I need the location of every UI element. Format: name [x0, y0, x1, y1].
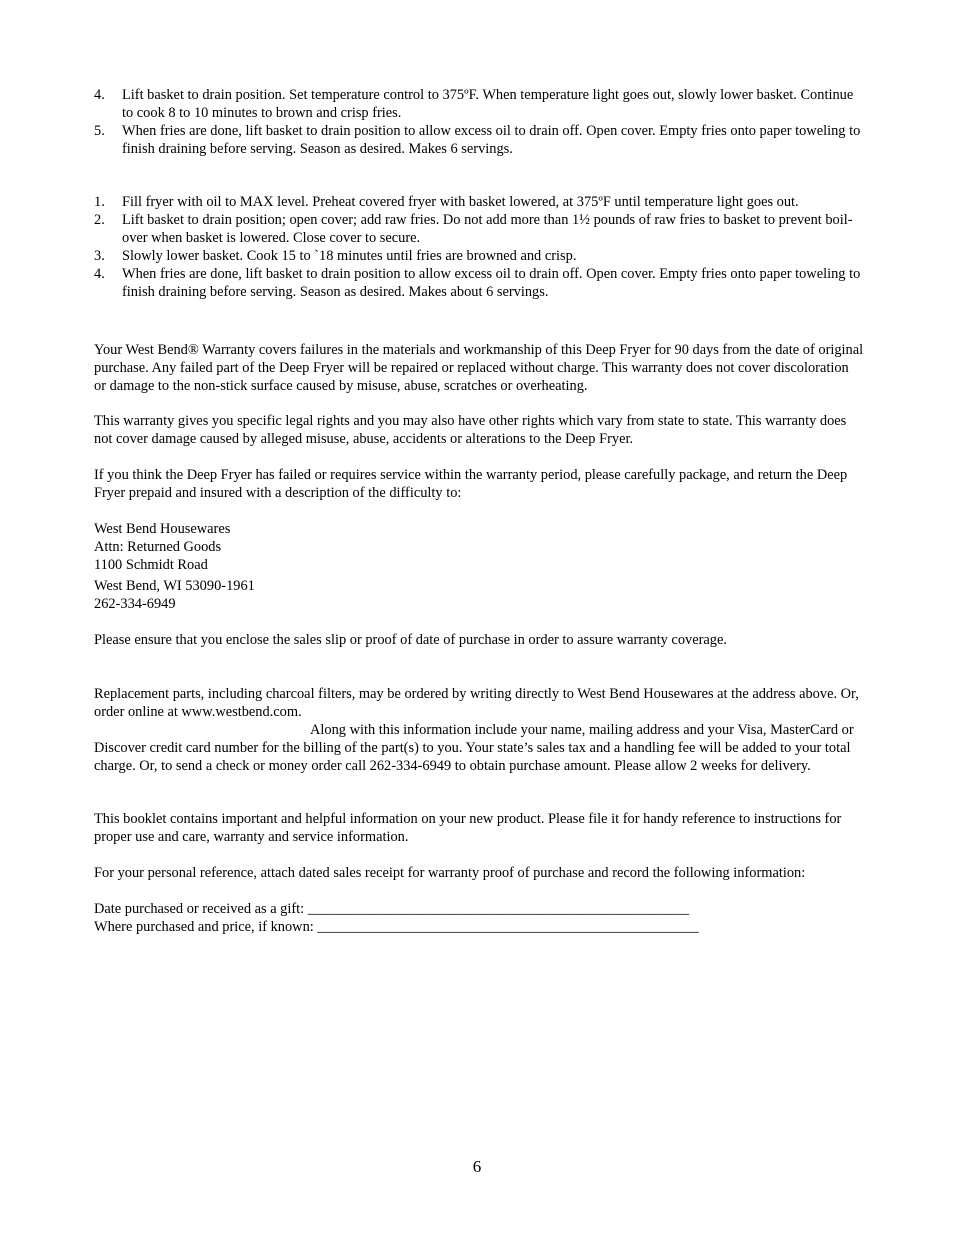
where-purchased-line: Where purchased and price, if known: _____________________________________________________	[94, 919, 699, 935]
address-street: 1100 Schmidt Road	[94, 557, 208, 573]
list-item	[94, 122, 864, 158]
booklet-info-paragraph: This booklet contains important and helpful information on your new product. Please file it for handy reference to instructions for proper use and care, warranty and service information.	[94, 811, 842, 845]
replacement-parts-paragraph	[94, 685, 864, 775]
list-item-number: 4.	[94, 87, 105, 103]
list-item-number: 2.	[94, 212, 105, 228]
list-item	[94, 193, 864, 211]
list-item-text: Lift basket to drain position. Set temperature control to 375ºF. When temperature light goes out, slowly lower basket. Continue to cook 8 to 10 minutes to brown and crisp fries.	[122, 87, 854, 121]
page-number: 6	[472, 1157, 482, 1176]
warranty-coverage-paragraph: Your West Bend® Warranty covers failures in the materials and workmanship of this Deep Fryer for 90 days from the date of original purchase. Any failed part of the Deep Fryer will be repaired or replaced without charge. This warranty does not cover discoloration or damage to the non-stick surface caused by misuse, abuse, scratches or overheating.	[94, 342, 864, 394]
list-item-number: 4.	[94, 266, 105, 282]
list-item	[94, 211, 864, 247]
list-item-text: Slowly lower basket. Cook 15 to `18 minutes until fries are browned and crisp.	[122, 248, 577, 264]
list-item-text: Fill fryer with oil to MAX level. Preheat covered fryer with basket lowered, at 375ºF until temperature light goes out.	[122, 194, 799, 210]
list-item-number: 5.	[94, 123, 105, 139]
personal-reference-paragraph: For your personal reference, attach dated sales receipt for warranty proof of purchase and record the following information:	[94, 865, 806, 881]
list-item-number: 3.	[94, 248, 105, 264]
address-phone: 262-334-6949	[94, 596, 176, 612]
date-purchased-line: Date purchased or received as a gift: _____________________________________________________	[94, 901, 690, 917]
list-item	[94, 86, 864, 122]
list-item	[94, 247, 864, 265]
warranty-return-paragraph: If you think the Deep Fryer has failed or requires service within the warranty period, please carefully package, and return the Deep Fryer prepaid and insured with a description of the difficulty to:	[94, 467, 848, 501]
warranty-rights-paragraph: This warranty gives you specific legal rights and you may also have other rights which vary from state to state. This warranty does not cover damage caused by alleged misuse, abuse, accidents or alterations to the Deep Fryer.	[94, 413, 847, 447]
fries-instructions-list-continued	[94, 86, 864, 158]
address-company: West Bend Housewares	[94, 521, 231, 537]
address-city-state-zip: West Bend, WI 53090-1961	[94, 578, 255, 594]
return-address	[94, 520, 864, 613]
replacement-parts-ordering-content: Along with this information include your name, mailing address and your Visa, MasterCard or Discover credit card number for the billing of the part(s) to you. Your state’s sales tax and a handling fee will be added to your total charge. Or, to send a check or money order call 262-334-6949 to obtain purchase amount. Please allow 2 weeks for delivery.	[94, 722, 854, 774]
list-item-text: When fries are done, lift basket to drain position to allow excess oil to drain off. Open cover. Empty fries onto paper toweling to finish draining before serving. Season as desired. Makes about 6 servings.	[122, 266, 861, 300]
replacement-parts-text: Replacement parts, including charcoal filters, may be ordered by writing directly to West Bend Housewares at the address above. Or, order online at www.westbend.com.	[94, 686, 859, 720]
list-item-number: 1.	[94, 194, 105, 210]
list-item	[94, 265, 864, 301]
list-item-text: Lift basket to drain position; open cover; add raw fries. Do not add more than 1½ pounds of raw fries to basket to prevent boil-over when basket is lowered. Close cover to secure.	[122, 212, 853, 246]
address-attention: Attn: Returned Goods	[94, 539, 222, 555]
warranty-proof-paragraph: Please ensure that you enclose the sales slip or proof of date of purchase in order to assure warranty coverage.	[94, 632, 727, 648]
replacement-parts-ordering-text	[94, 721, 864, 775]
frozen-fries-instructions-list	[94, 193, 864, 301]
list-item-text: When fries are done, lift basket to drain position to allow excess oil to drain off. Open cover. Empty fries onto paper toweling to finish draining before serving. Season as desired. Makes 6 servings.	[122, 123, 861, 157]
